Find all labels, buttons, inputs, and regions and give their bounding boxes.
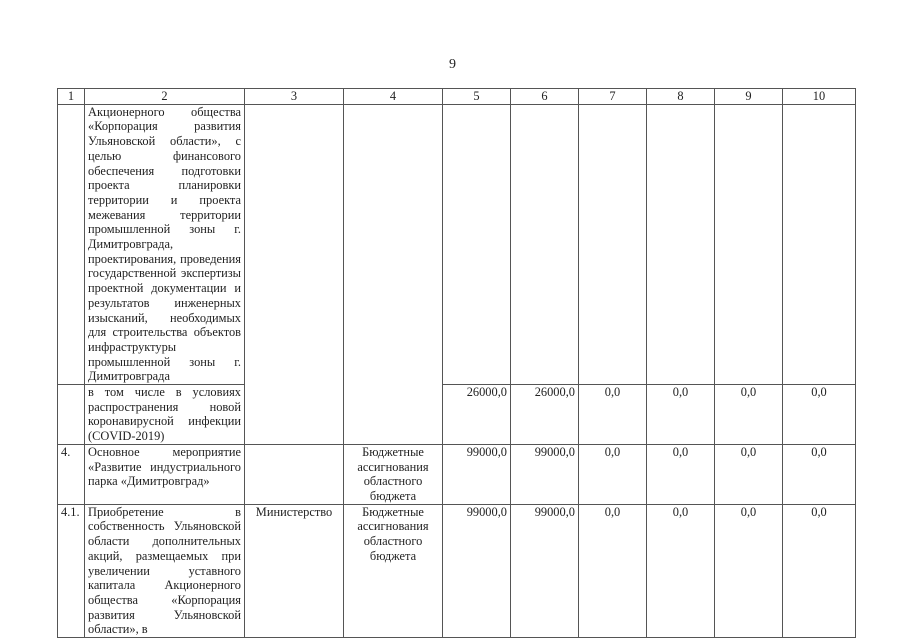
row-value <box>647 104 715 384</box>
row-value: 0,0 <box>647 385 715 445</box>
row-value: 26000,0 <box>511 385 579 445</box>
row-value: 0,0 <box>647 504 715 637</box>
row-index: 4.1. <box>58 504 85 637</box>
row-value: 0,0 <box>783 385 856 445</box>
row-value <box>715 104 783 384</box>
table-row <box>58 104 856 384</box>
row-value: 0,0 <box>715 444 783 504</box>
header-cell: 1 <box>58 89 85 105</box>
page-number: 9 <box>449 57 456 72</box>
row-value: 0,0 <box>579 385 647 445</box>
row-value: 99000,0 <box>443 504 511 637</box>
header-cell: 7 <box>579 89 647 105</box>
table-row <box>58 444 856 504</box>
header-cell: 9 <box>715 89 783 105</box>
row-value <box>783 104 856 384</box>
row-description: Основное мероприятие «Развитие индустриального парка «Димитровград» <box>85 444 245 504</box>
table-row <box>58 385 856 445</box>
row-description: в том числе в условиях распространения новой коронавирусной инфекции (COVID-2019) <box>85 385 245 445</box>
row-value: 0,0 <box>783 504 856 637</box>
header-cell: 8 <box>647 89 715 105</box>
row-value: 0,0 <box>715 504 783 637</box>
row-value <box>443 104 511 384</box>
row-value: 0,0 <box>579 444 647 504</box>
header-cell: 4 <box>344 89 443 105</box>
row-executor: Министерство <box>245 504 344 637</box>
header-cell: 10 <box>783 89 856 105</box>
table-header-row <box>58 89 856 105</box>
row-index <box>58 385 85 445</box>
table-row <box>58 504 856 637</box>
row-index: 4. <box>58 444 85 504</box>
row-value: 99000,0 <box>511 444 579 504</box>
row-value: 26000,0 <box>443 385 511 445</box>
row-value: 99000,0 <box>443 444 511 504</box>
row-value: 0,0 <box>579 504 647 637</box>
row-value: 99000,0 <box>511 504 579 637</box>
header-cell: 2 <box>85 89 245 105</box>
row-value: 0,0 <box>647 444 715 504</box>
header-cell: 3 <box>245 89 344 105</box>
row-funding-source: Бюджетные ассигнования областного бюджета <box>344 504 443 637</box>
row-value: 0,0 <box>783 444 856 504</box>
row-funding-source <box>344 104 443 444</box>
row-value <box>511 104 579 384</box>
row-index <box>58 104 85 384</box>
row-executor <box>245 444 344 504</box>
row-value <box>579 104 647 384</box>
budget-table <box>57 88 856 638</box>
header-cell: 6 <box>511 89 579 105</box>
row-funding-source: Бюджетные ассигнования областного бюджета <box>344 444 443 504</box>
row-description: Приобретение в собственность Ульяновской области дополнительных акций, размещаемых при увеличении уставного капитала Акционерного общества «Корпорация развития Ульяновской области», в <box>85 504 245 637</box>
row-value: 0,0 <box>715 385 783 445</box>
row-executor <box>245 104 344 444</box>
header-cell: 5 <box>443 89 511 105</box>
row-description: Акционерного общества «Корпорация развития Ульяновской области», с целью финансового обеспечения подготовки проекта планировки территории и проекта межевания территории промышленной зоны г. Димитровграда, проектирования, проведения государственной экспертизы проектной документации и результатов инженерных изысканий, необходимых для строительства объектов инфраструктуры промышленной зоны г. Димитровграда <box>85 104 245 384</box>
